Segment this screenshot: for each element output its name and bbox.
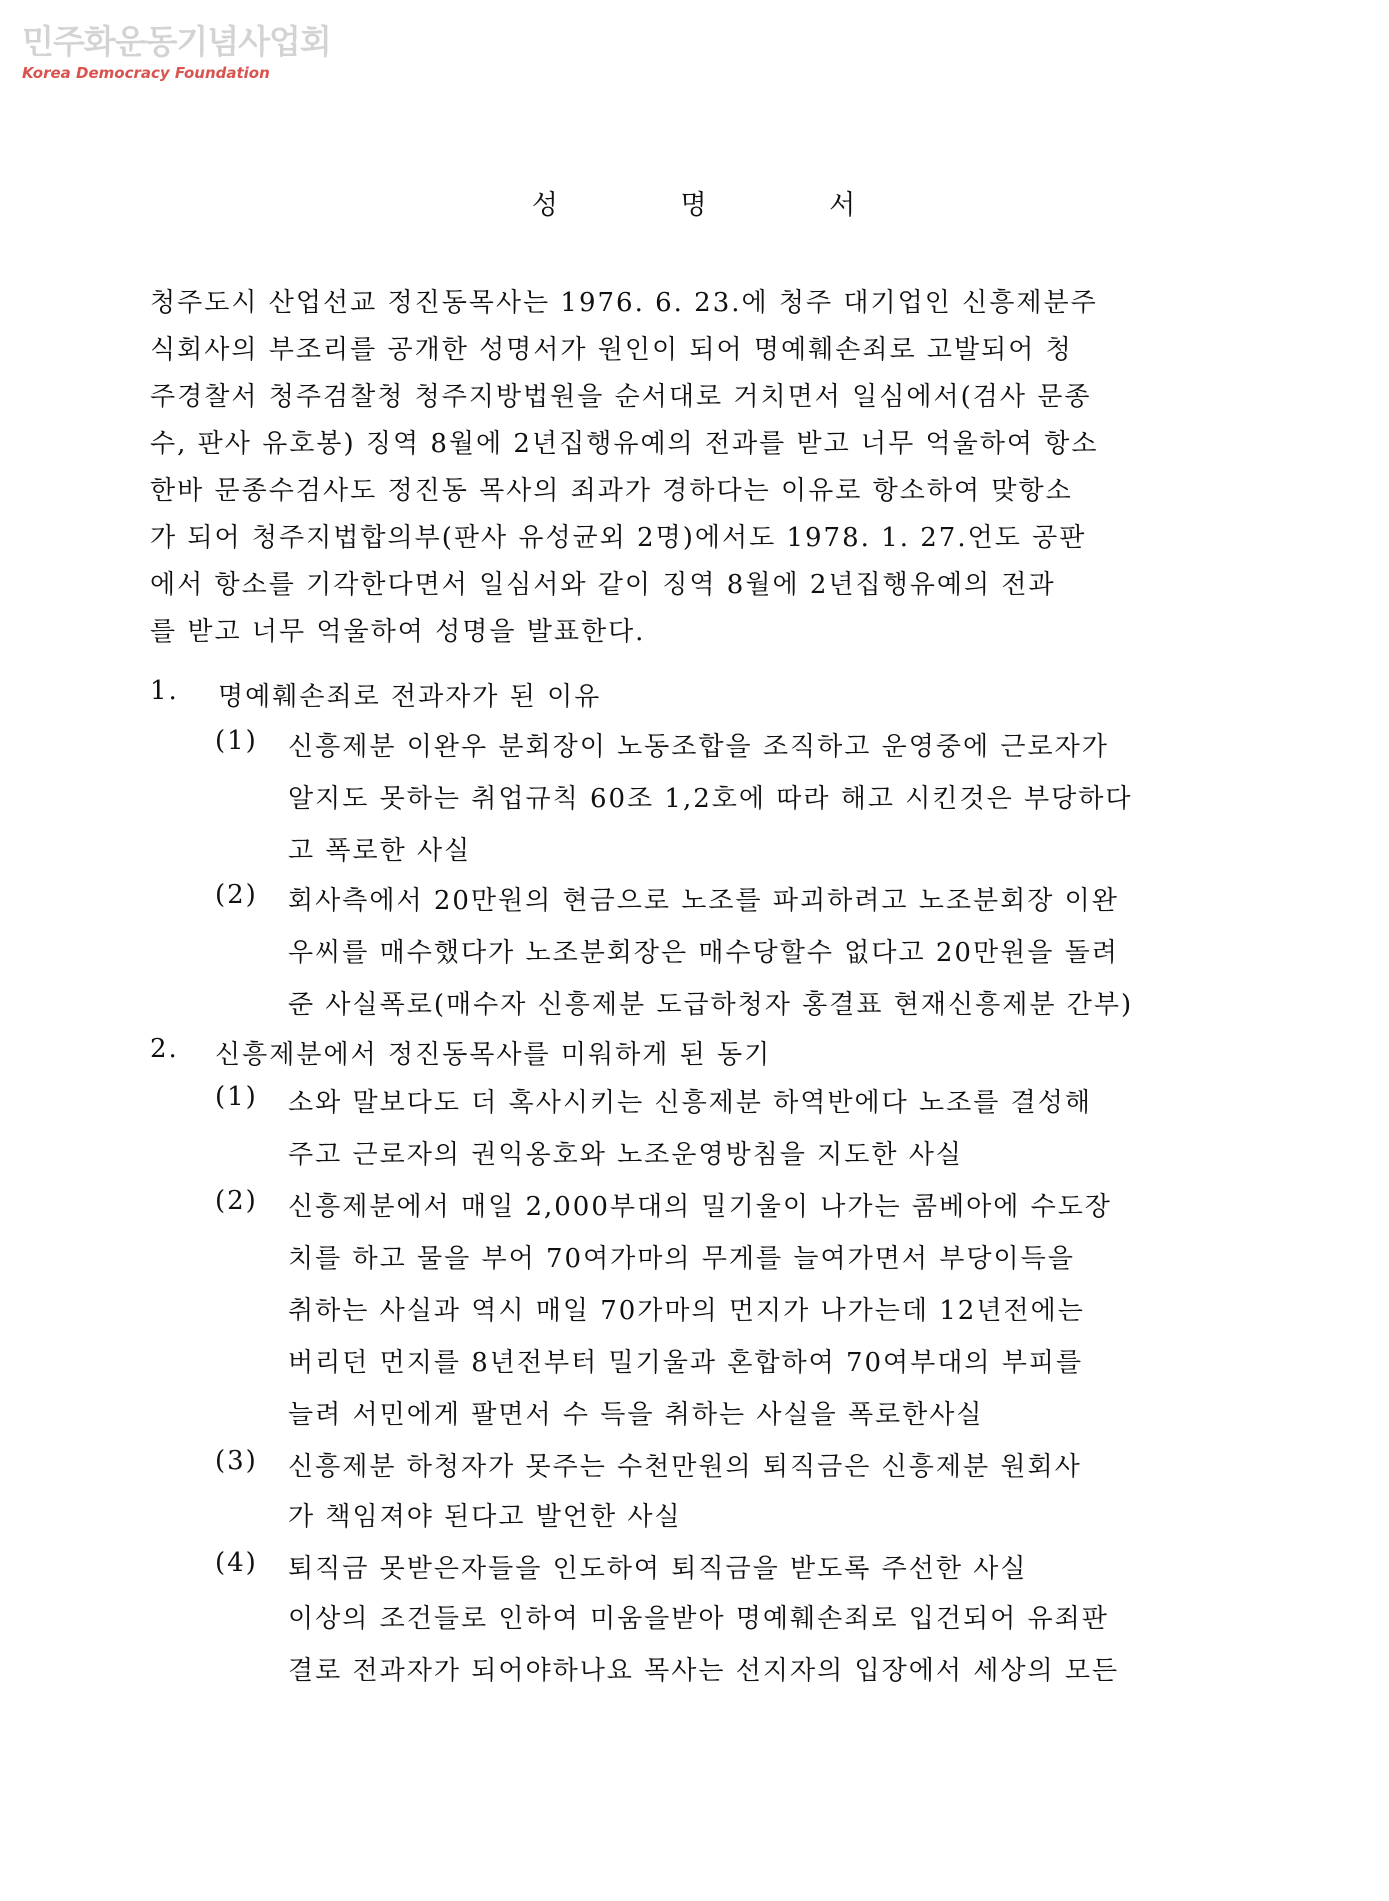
section-2-item-3-line: 가 책임져야 된다고 발언한 사실 [288, 1502, 682, 1532]
intro-line: 청주도시 산업선교 정진동목사는 1976. 6. 23.에 청주 대기업인 신흥제분주 [150, 288, 1098, 318]
intro-paragraph [150, 280, 1230, 656]
section-2-item-1-number: (1) [215, 1082, 258, 1112]
watermark-korean: 민주화운동기념사업회 [22, 22, 331, 61]
section-1-item-2-line: 준 사실폭로(매수자 신흥제분 도급하청자 홍결표 현재신흥제분 간부) [288, 990, 1134, 1020]
section-2-item-2-line: 버리던 먼지를 8년전부터 밀기울과 혼합하여 70여부대의 부피를 [288, 1348, 1084, 1378]
intro-line: 한바 문종수검사도 정진동 목사의 죄과가 경하다는 이유로 항소하여 맞항소 [150, 476, 1073, 506]
section-2-heading: 신흥제분에서 정진동목사를 미워하게 된 동기 [215, 1040, 772, 1070]
section-2-item-2-line: 치를 하고 물을 부어 70여가마의 무게를 늘여가면서 부당이득을 [288, 1244, 1075, 1274]
closing-line: 결로 전과자가 되어야하나요 목사는 선지자의 입장에서 세상의 모든 [288, 1656, 1120, 1686]
section-2-item-3-line: 신흥제분 하청자가 못주는 수천만원의 퇴직금은 신흥제분 원회사 [288, 1452, 1082, 1482]
closing-line: 이상의 조건들로 인하여 미움을받아 명예훼손죄로 입건되어 유죄판 [288, 1604, 1109, 1634]
section-2-item-4-line: 퇴직금 못받은자들을 인도하여 퇴직금을 받도록 주선한 사실 [288, 1554, 1028, 1584]
foundation-watermark [22, 22, 331, 82]
section-1-item-2-line: 회사측에서 20만원의 현금으로 노조를 파괴하려고 노조분회장 이완 [288, 886, 1119, 916]
section-1-item-1-line: 고 폭로한 사실 [288, 836, 472, 866]
section-1-heading: 명예훼손죄로 전과자가 된 이유 [218, 682, 602, 712]
section-2-number: 2. [150, 1034, 179, 1064]
intro-line: 에서 항소를 기각한다면서 일심서와 같이 징역 8월에 2년집행유예의 전과 [150, 570, 1056, 600]
intro-line: 가 되어 청주지법합의부(판사 유성균외 2명)에서도 1978. 1. 27.언도 공판 [150, 523, 1087, 553]
section-1-item-1-line: 알지도 못하는 취업규칙 60조 1,2호에 따라 해고 시킨것은 부당하다 [288, 784, 1133, 814]
section-1-item-1-number: (1) [215, 726, 258, 756]
section-2-item-3-number: (3) [215, 1446, 258, 1476]
section-1-item-2-line: 우씨를 매수했다가 노조분회장은 매수당할수 없다고 20만원을 돌려 [288, 938, 1119, 968]
section-2-item-4-number: (4) [215, 1548, 258, 1578]
section-2-item-2-line: 취하는 사실과 역시 매일 70가마의 먼지가 나가는데 12년전에는 [288, 1296, 1085, 1326]
watermark-english: Korea Democracy Foundation [22, 64, 270, 82]
section-2-item-1-line: 주고 근로자의 권익옹호와 노조운영방침을 지도한 사실 [288, 1140, 963, 1170]
section-1-item-2-number: (2) [215, 880, 258, 910]
section-2-item-2-line: 늘려 서민에게 팔면서 수 득을 취하는 사실을 폭로한사실 [288, 1400, 984, 1430]
section-2-item-2-line: 신흥제분에서 매일 2,000부대의 밀기울이 나가는 콤베아에 수도장 [288, 1192, 1112, 1222]
intro-line: 식회사의 부조리를 공개한 성명서가 원인이 되어 명예훼손죄로 고발되어 청 [150, 335, 1073, 365]
section-2-item-2-number: (2) [215, 1186, 258, 1216]
intro-line: 를 받고 너무 억울하여 성명을 발표한다. [150, 617, 646, 647]
intro-line: 주경찰서 청주검찰청 청주지방법원을 순서대로 거치면서 일심에서(검사 문종 [150, 382, 1092, 412]
section-2-item-1-line: 소와 말보다도 더 혹사시키는 신흥제분 하역반에다 노조를 결성해 [288, 1088, 1092, 1118]
document-title: 성 명 서 [531, 190, 858, 221]
section-1-item-1-line: 신흥제분 이완우 분회장이 노동조합을 조직하고 운영중에 근로자가 [288, 732, 1109, 762]
intro-line: 수, 판사 유호봉) 징역 8월에 2년집행유예의 전과를 받고 너무 억울하여 항소 [150, 429, 1099, 459]
section-1-number: 1. [150, 676, 179, 706]
